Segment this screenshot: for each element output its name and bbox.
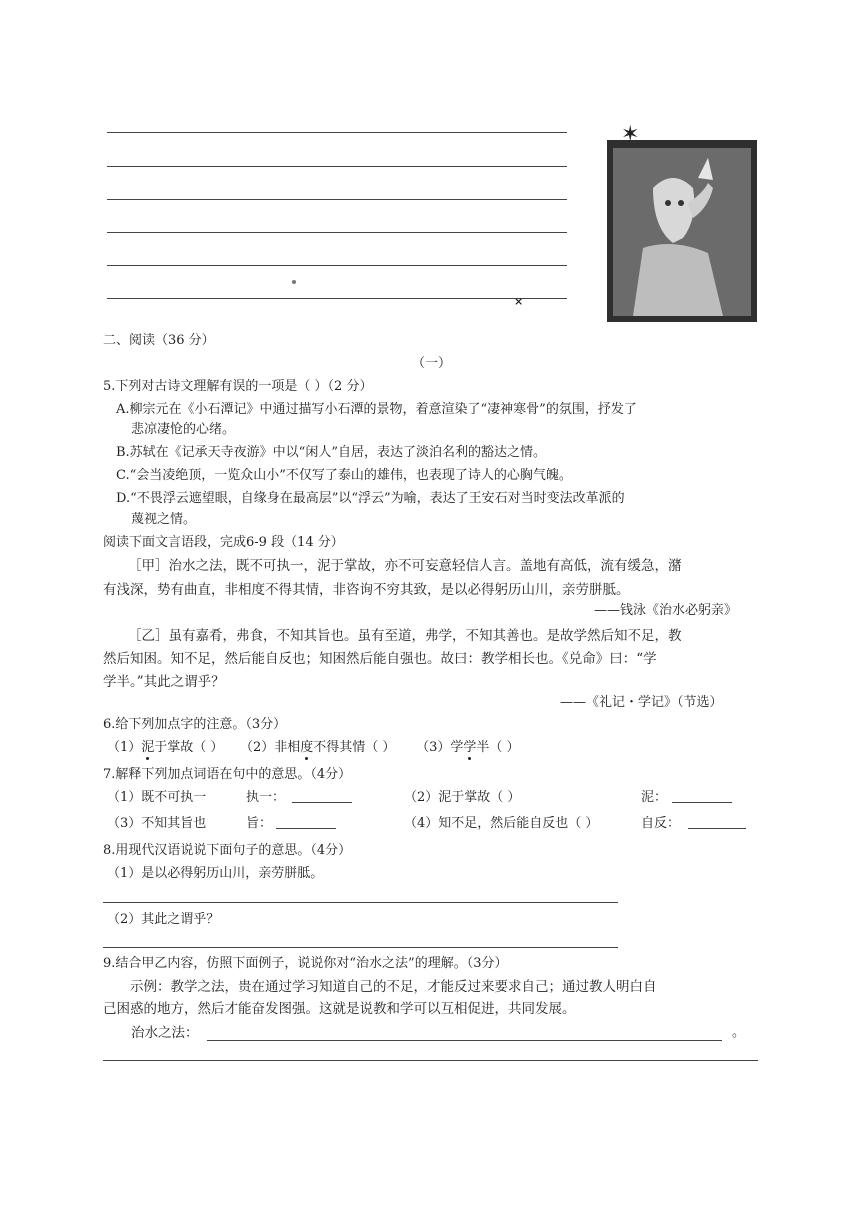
q9-stem: 9.结合甲乙内容，仿照下面例子，说说你对“治水之法”的理解。（3分） [103, 956, 508, 971]
q9-example-line-1: 示例：教学之法，贵在通过学习知道自己的不足，才能反过来要求自己；通过教人明白自 [130, 979, 657, 995]
passage-a-source: ——钱泳《治水必躬亲》 [594, 603, 738, 618]
passage-b-source: ——《礼记・学记》（节选） [560, 695, 723, 710]
q5-option-a-cont: 悲凉凄怆的心绪。 [131, 422, 236, 437]
q8-item-1-answer-line[interactable] [103, 902, 618, 903]
writing-line-4[interactable] [107, 232, 567, 233]
q8-item-2: （2）其此之谓乎？ [107, 912, 220, 927]
passage-b-line-1: ［乙］虽有嘉肴，弗食，不知其旨也。虽有至道，弗学，不知其善也。是故学然后知不足，教 [128, 628, 682, 644]
q6-item-1-post: 于掌故（ ） [154, 740, 224, 755]
q5-option-d-cont: 蔑视之情。 [131, 512, 197, 527]
q9-example-line-2: 己困惑的地方，然后才能奋发图强。这就是说教和学可以互相促进，共同发展。 [103, 1001, 576, 1017]
q7-item-1: （1）既不可执一 [107, 790, 207, 805]
q7-item-1-answer-label: 执一： [246, 790, 286, 805]
q6-items [107, 739, 520, 757]
q9-answer-label: 治水之法： [131, 1025, 199, 1041]
q6-item-2-post: 不得其情（ ） [313, 740, 396, 755]
q9-answer-line-2[interactable] [103, 1060, 758, 1061]
q6-item-2[interactable]: （2）非相度不得其情（ ） [239, 740, 396, 755]
q7-item-4-answer-line[interactable] [688, 828, 746, 829]
q6-item-3[interactable]: （3）学学半（ ） [416, 740, 520, 755]
writing-line-2[interactable] [107, 166, 567, 167]
q7-item-2-answer-label: 泥： [641, 790, 668, 805]
stray-dot [292, 280, 296, 284]
q7-item-2: （2）泥于掌故（ ） [404, 790, 521, 805]
q8-item-1: （1）是以必得躬历山川，亲劳胼胝。 [107, 866, 324, 881]
q6-item-1[interactable]: （1）泥于掌故（ ） [107, 740, 224, 755]
q6-item-3-post: 半（ ） [476, 740, 520, 755]
q7-item-3: （3）不知其旨也 [107, 816, 207, 831]
writing-line-5[interactable] [107, 265, 567, 266]
section-title: 二、阅读（36 分） [103, 333, 215, 348]
q7-stem: 7.解释下列加点词语在句中的意思。（4分） [103, 767, 352, 782]
part-label: （一） [412, 356, 452, 371]
passage-b-line-3: 学半。”其此之谓乎？ [103, 674, 225, 690]
passage-b-line-2: 然后知困。知不足，然后能自反也；知困然后能自强也。故曰：教学相长也。《兑命》曰：“学 [103, 651, 657, 667]
q7-item-4-answer-label: 自反： [641, 816, 681, 831]
q5-option-d: D.“不畏浮云遮望眼，自缘身在最高层”以“浮云”为喻，表达了王安石对当时变法改革派的 [116, 491, 625, 506]
q9-answer-end: 。 [732, 1025, 746, 1040]
q6-item-1-dotted: 泥 [141, 740, 155, 755]
q6-stem: 6.给下列加点字的注意。（3分） [103, 717, 287, 732]
q7-item-4: （4）知不足，然后能自反也（ ） [404, 816, 599, 831]
cross-mark: × [514, 295, 524, 308]
q7-item-3-answer-line[interactable] [276, 828, 336, 829]
q7-item-3-answer-label: 旨： [246, 816, 273, 831]
q5-option-c: C.“会当凌绝顶，一览众山小”不仅写了泰山的雄伟，也表现了诗人的心胸气魄。 [116, 468, 572, 483]
passage-a-line-2: 有浅深，势有曲直，非相度不得其情，非咨询不穷其致，是以必得躬历山川，亲劳胼胝。 [103, 582, 630, 598]
writing-line-3[interactable] [107, 199, 567, 200]
butterfly-icon: ✶ [621, 122, 640, 147]
passage-a-line-1: ［甲］治水之法，既不可执一，泥于掌故，亦不可妄意轻信人言。盖地有高低，流有缓急，潴 [128, 558, 682, 574]
reading-intro: 阅读下面文言语段，完成6-9 段（14 分） [103, 535, 344, 550]
writing-line-1[interactable] [107, 132, 567, 133]
writing-line-6[interactable] [107, 298, 567, 299]
q5-stem: 5.下列对古诗文理解有误的一项是（ ）（2 分） [103, 379, 373, 394]
q9-answer-line[interactable] [207, 1040, 722, 1041]
q7-item-1-answer-line[interactable] [292, 802, 352, 803]
illustration-boy-with-butterfly [607, 122, 757, 322]
q6-item-3-dotted: 学 [463, 740, 477, 755]
q6-item-2-dotted: 度 [300, 740, 314, 755]
q7-item-2-answer-line[interactable] [672, 802, 732, 803]
q8-stem: 8.用现代汉语说说下面句子的意思。（4分） [103, 843, 352, 858]
q5-option-b: B.苏轼在《记承天寺夜游》中以“闲人”自居，表达了淡泊名利的豁达之情。 [116, 445, 546, 460]
q8-item-2-answer-line[interactable] [103, 947, 618, 948]
q5-option-a: A.柳宗元在《小石潭记》中通过描写小石潭的景物，着意渲染了“凄神寒骨”的氛围，抒发了 [116, 402, 637, 417]
